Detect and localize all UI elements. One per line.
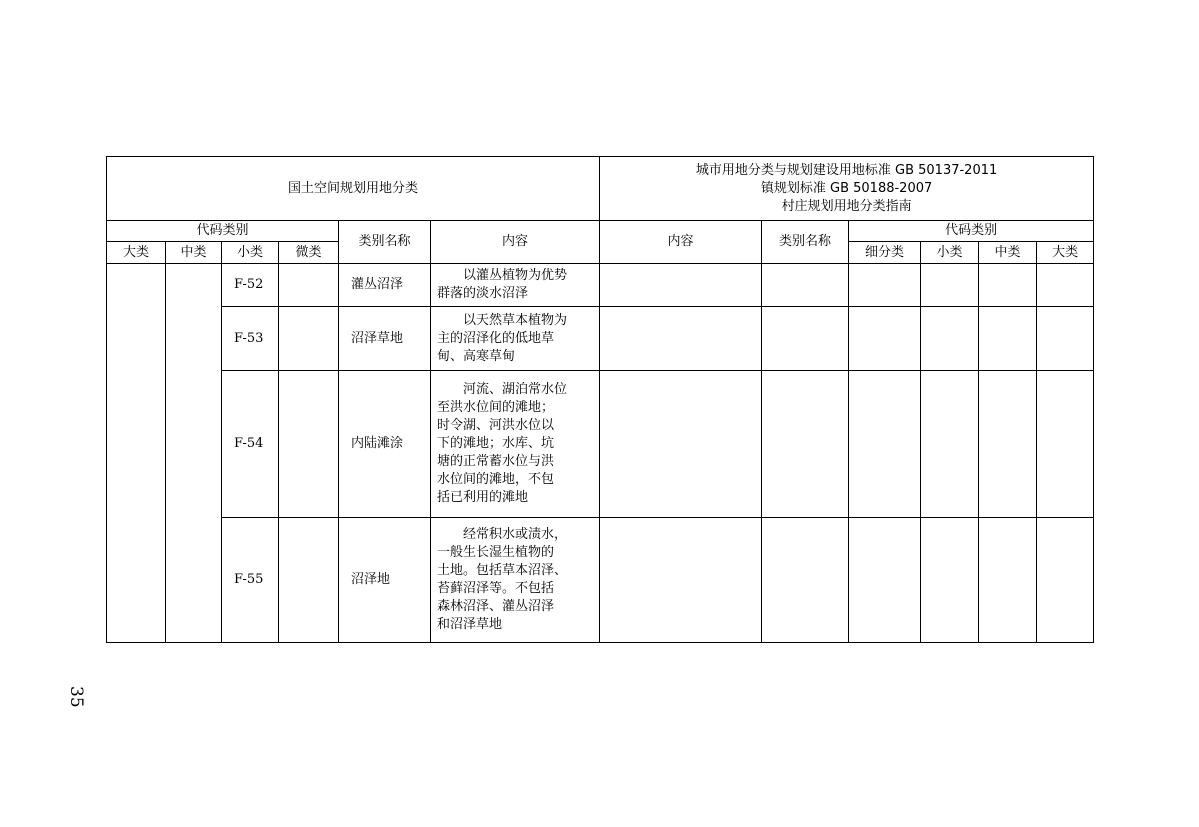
table-row xyxy=(107,371,1094,518)
land-classification-table xyxy=(106,156,1094,643)
right-content-header: 内容 xyxy=(600,221,762,264)
right-minor-class-header: 小类 xyxy=(921,242,979,264)
content-header: 内容 xyxy=(431,221,600,264)
micro-cell xyxy=(279,307,339,371)
category-name-cell: 沼泽草地 xyxy=(339,307,431,371)
table-row xyxy=(107,307,1094,371)
micro-cell xyxy=(279,264,339,307)
code-cell: F-55 xyxy=(222,518,279,643)
right-medium-class-header: 中类 xyxy=(979,242,1037,264)
table-row xyxy=(107,264,1094,307)
category-name-cell: 内陆滩涂 xyxy=(339,371,431,518)
right-section-title xyxy=(600,157,1094,221)
micro-cell xyxy=(279,371,339,518)
code-cell: F-53 xyxy=(222,307,279,371)
right-major-class-header: 大类 xyxy=(1037,242,1094,264)
sub-class-header: 细分类 xyxy=(849,242,921,264)
page-number: 35 xyxy=(66,686,86,708)
content-cell: 经常积水或渍水， 一般生长湿生植物的 土地。包括草本沼泽、 苔藓沼泽等。不包括 森林沼泽、灌丛沼泽 和沼泽草地 xyxy=(431,518,600,643)
code-cell: F-54 xyxy=(222,371,279,518)
content-cell: 以天然草本植物为 主的沼泽化的低地草 甸、高寒草甸 xyxy=(431,307,600,371)
standard-line-3: 村庄规划用地分类指南 xyxy=(781,198,912,214)
medium-class-cell xyxy=(166,264,222,643)
category-name-cell: 沼泽地 xyxy=(339,518,431,643)
category-name-header: 类别名称 xyxy=(339,221,431,264)
right-category-name-header: 类别名称 xyxy=(762,221,849,264)
right-code-category-header: 代码类别 xyxy=(849,221,1094,242)
code-category-header: 代码类别 xyxy=(107,221,339,242)
category-name-cell: 灌丛沼泽 xyxy=(339,264,431,307)
content-cell: 河流、湖泊常水位 至洪水位间的滩地； 时令湖、河洪水位以 下的滩地；水库、坑 塘的正常蓄水位与洪 水位间的滩地，不包 括已利用的滩地 xyxy=(431,371,600,518)
table-row xyxy=(107,518,1094,643)
medium-class-header: 中类 xyxy=(166,242,222,264)
standard-line-1: 城市用地分类与规划建设用地标准 GB 50137-2011 xyxy=(695,162,998,178)
micro-class-header: 微类 xyxy=(279,242,339,264)
content-cell: 以灌丛植物为优势 群落的淡水沼泽 xyxy=(431,264,600,307)
major-class-cell xyxy=(107,264,166,643)
code-cell: F-52 xyxy=(222,264,279,307)
major-class-header: 大类 xyxy=(107,242,166,264)
left-section-title: 国土空间规划用地分类 xyxy=(107,157,600,221)
micro-cell xyxy=(279,518,339,643)
standard-line-2: 镇规划标准 GB 50188-2007 xyxy=(760,180,933,196)
minor-class-header: 小类 xyxy=(222,242,279,264)
